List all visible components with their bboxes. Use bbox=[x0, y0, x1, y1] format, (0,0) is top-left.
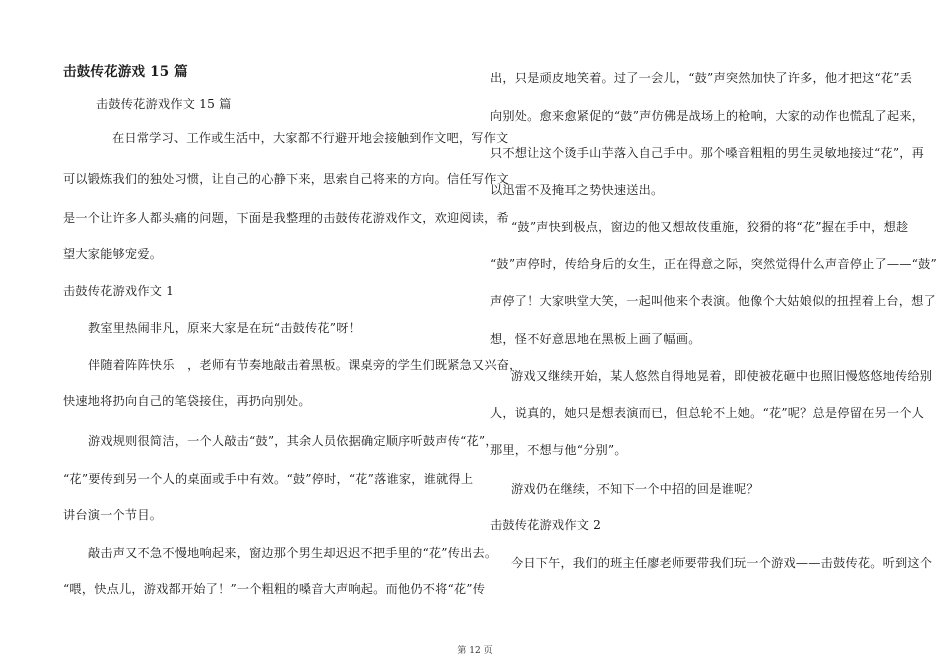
paragraph-line: 出，只是顽皮地笑着。过了一会儿，“鼓”声突然加快了许多，他才把这“花”丢 bbox=[490, 71, 913, 85]
paragraph-line: 以迅雷不及掩耳之势快速送出。 bbox=[490, 183, 664, 197]
paragraph-line: 向别处。愈来愈紧促的“鼓”声仿佛是战场上的枪响，大家的动作也慌乱了起来， bbox=[490, 109, 925, 123]
paragraph-line: 快速地将扔向自己的笔袋接住，再扔向别处。 bbox=[63, 394, 311, 408]
subtitle: 击鼓传花游戏作文 15 篇 bbox=[96, 97, 232, 111]
page-number: 第 12 页 bbox=[457, 646, 493, 656]
paragraph-line: 教室里热闹非凡，原来大家是在玩“击鼓传花”呀！ bbox=[88, 321, 361, 335]
paragraph-line: 想，怪不好意思地在黑板上画了幅画。 bbox=[490, 332, 701, 346]
paragraph-line: 那里，不想与他“分别”。 bbox=[490, 443, 627, 457]
paragraph-line: 敲击声又不急不慢地响起来，窗边那个男生却迟迟不把手里的“花”传出去。 bbox=[88, 546, 498, 560]
paragraph-line: 人，说真的，她只是想表演而已，但总轮不上她。“花”呢？总是停留在另一个人 bbox=[490, 406, 925, 420]
paragraph-line: 讲台演一个节目。 bbox=[63, 508, 163, 522]
paragraph-line: 伴随着阵阵快乐 ，老师有节奏地敲击着黑板。课桌旁的学生们既紧急又兴奋， bbox=[88, 358, 522, 372]
paragraph-line: “鼓”声停时，传给身后的女生，正在得意之际，突然觉得什么声音停止了——“鼓” bbox=[490, 257, 937, 271]
paragraph-line: 游戏仍在继续，不知下一个中招的回是谁呢？ bbox=[511, 482, 759, 496]
paragraph-line: 可以锻炼我们的独处习惯，让自己的心静下来，思索自己将来的方向。信任写作文 bbox=[63, 172, 509, 186]
paragraph-line: 望大家能够宠爱。 bbox=[63, 247, 163, 261]
paragraph-line: “喂，快点儿，游戏都开始了！”一个粗粗的嗓音大声响起。而他仍不将“花”传 bbox=[63, 582, 486, 596]
paragraph-line: 声停了！大家哄堂大笑，一起叫他来个表演。他像个大姑娘似的扭捏着上台，想了 bbox=[490, 294, 936, 308]
paragraph-line: “花”要传到另一个人的桌面或手中有效。“鼓”停时，“花”落谁家，谁就得上 bbox=[63, 472, 474, 486]
paragraph-line: 是一个让许多人都头痛的问题，下面是我整理的击鼓传花游戏作文，欢迎阅读，希 bbox=[63, 211, 509, 225]
document-title: 击鼓传花游戏 15 篇 bbox=[63, 64, 188, 80]
paragraph-line: 今日下午，我们的班主任廖老师要带我们玩一个游戏——击鼓传花。听到这个 bbox=[511, 556, 933, 570]
paragraph-line: 游戏规则很简洁，一个人敲击“鼓”，其余人员依据确定顺序听鼓声传“花”， bbox=[88, 434, 498, 448]
paragraph-line: 在日常学习、工作或生活中，大家都不行避开地会接触到作文吧，写作文 bbox=[112, 131, 509, 145]
section-heading: 击鼓传花游戏作文 1 bbox=[63, 284, 175, 298]
paragraph-line: “鼓”声快到极点，窗边的他又想故伎重施，狡猾的将“花”握在手中，想趁 bbox=[511, 220, 909, 234]
paragraph-line: 只不想让这个烫手山芋落入自己手中。那个嗓音粗粗的男生灵敏地接过“花”，再 bbox=[490, 146, 925, 160]
paragraph-line: 游戏又继续开始，某人悠然自得地晃着，即使被花砸中也照旧慢悠悠地传给别 bbox=[511, 369, 933, 383]
section-heading: 击鼓传花游戏作文 2 bbox=[490, 518, 602, 532]
